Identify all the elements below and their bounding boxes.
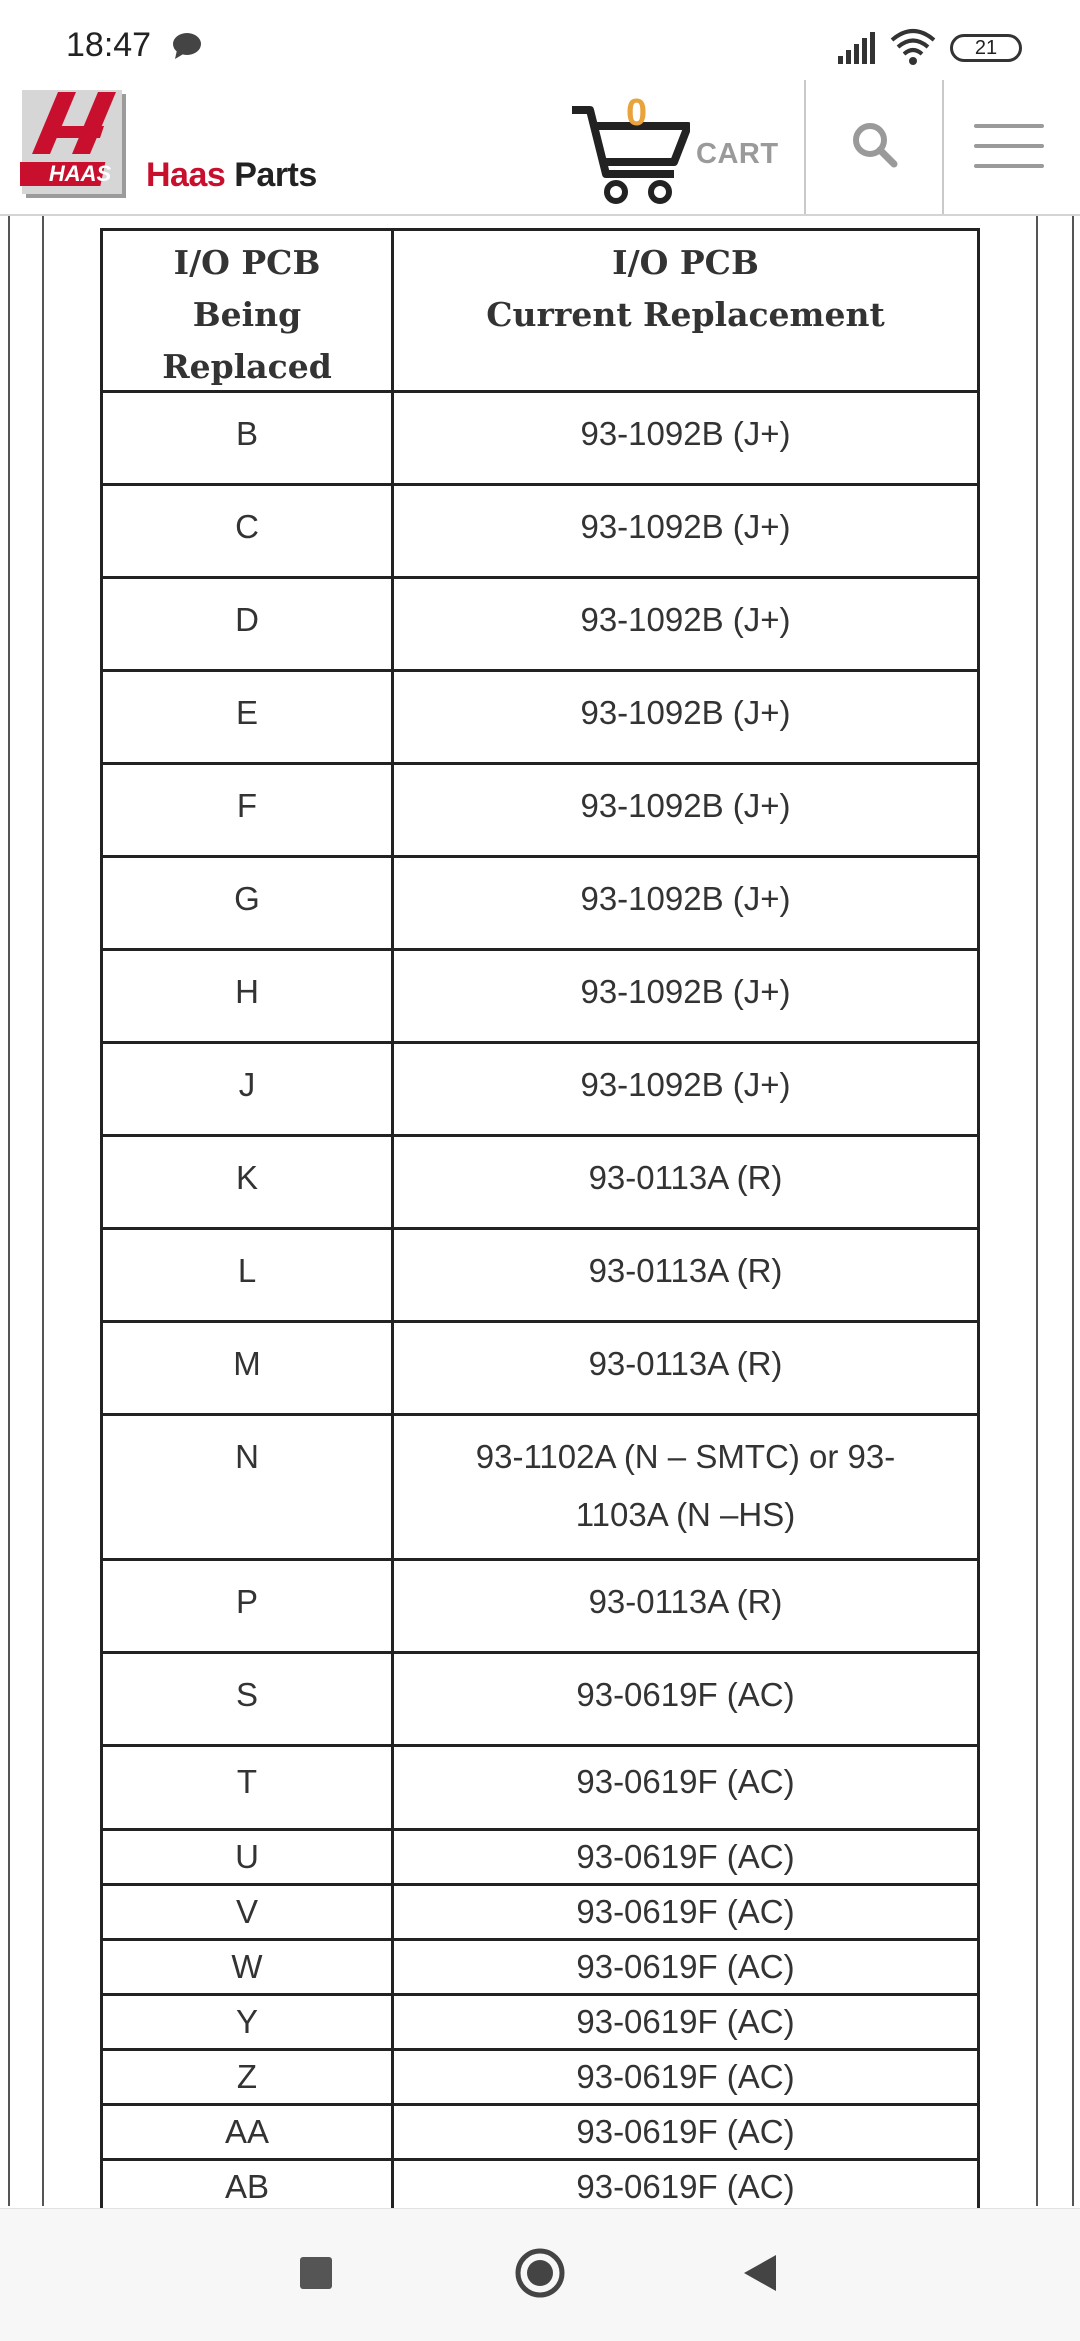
table-row <box>103 1886 980 1941</box>
table-row <box>103 1941 980 1996</box>
rev-cell: G <box>103 858 394 948</box>
nav-home-icon[interactable] <box>514 2247 566 2299</box>
table-row <box>103 1416 980 1561</box>
rev-cell: S <box>103 1654 394 1744</box>
table-row <box>103 1996 980 2051</box>
replacement-cell: 93-1102A (N – SMTC) or 93- 1103A (N –HS) <box>394 1416 980 1558</box>
rev-cell: K <box>103 1137 394 1227</box>
table-row <box>103 2106 980 2161</box>
replacement-cell: 93-0113A (R) <box>394 1230 980 1320</box>
rev-cell: D <box>103 579 394 669</box>
pcb-replacement-table <box>100 228 980 2216</box>
frame-line <box>1036 216 1038 2206</box>
table-row <box>103 486 980 579</box>
rev-cell: AB <box>103 2161 394 2213</box>
table-row <box>103 1044 980 1137</box>
rev-cell: T <box>103 1747 394 1828</box>
header-being-replaced: I/O PCB Being Replaced <box>103 231 394 390</box>
replacement-cell: 93-0113A (R) <box>394 1137 980 1227</box>
table-row <box>103 2051 980 2106</box>
replacement-cell: 93-0619F (AC) <box>394 1996 980 2048</box>
replacement-cell: 93-1092B (J+) <box>394 951 980 1041</box>
rev-cell: P <box>103 1561 394 1651</box>
nav-recents-icon[interactable] <box>300 2257 332 2289</box>
replacement-cell: 93-0113A (R) <box>394 1323 980 1413</box>
search-icon <box>850 120 900 170</box>
brand-haas: Haas <box>146 156 226 194</box>
frame-line <box>1072 216 1074 2206</box>
chat-icon <box>172 32 202 60</box>
rev-cell: C <box>103 486 394 576</box>
replacement-cell: 93-0619F (AC) <box>394 2051 980 2103</box>
table-row <box>103 1323 980 1416</box>
cart-count-badge: 0 <box>626 92 648 134</box>
rev-cell: M <box>103 1323 394 1413</box>
table-row <box>103 1561 980 1654</box>
replacement-cell: 93-0113A (R) <box>394 1561 980 1651</box>
brand-parts: Parts <box>225 156 317 194</box>
replacement-cell: 93-1092B (J+) <box>394 1044 980 1134</box>
table-row <box>103 951 980 1044</box>
replacement-cell: 93-0619F (AC) <box>394 1886 980 1938</box>
replacement-cell: 93-0619F (AC) <box>394 1941 980 1993</box>
replacement-cell: 93-1092B (J+) <box>394 672 980 762</box>
table-row <box>103 579 980 672</box>
table-row <box>103 1747 980 1831</box>
replacement-cell: 93-0619F (AC) <box>394 1831 980 1883</box>
replacement-cell: 93-0619F (AC) <box>394 2161 980 2213</box>
rev-cell: L <box>103 1230 394 1320</box>
svg-text:HAAS: HAAS <box>48 161 112 186</box>
table-row <box>103 765 980 858</box>
wifi-icon <box>890 28 936 66</box>
rev-cell: F <box>103 765 394 855</box>
rev-cell: E <box>103 672 394 762</box>
rev-cell: Y <box>103 1996 394 2048</box>
table-header-row <box>103 231 980 393</box>
rev-cell: Z <box>103 2051 394 2103</box>
haas-logo[interactable] <box>20 84 138 206</box>
status-time: 18:47 <box>66 26 152 64</box>
rev-cell: J <box>103 1044 394 1134</box>
frame-line <box>42 216 44 2206</box>
replacement-cell: 93-1092B (J+) <box>394 858 980 948</box>
table-row <box>103 1230 980 1323</box>
site-header <box>0 80 1080 216</box>
replacement-cell: 93-0619F (AC) <box>394 1747 980 1828</box>
frame-line <box>8 216 10 2206</box>
replacement-cell: 93-1092B (J+) <box>394 579 980 669</box>
table-row <box>103 1137 980 1230</box>
replacement-cell: 93-0619F (AC) <box>394 2106 980 2158</box>
replacement-cell: 93-1092B (J+) <box>394 486 980 576</box>
search-button[interactable] <box>806 80 942 214</box>
rev-cell: AA <box>103 2106 394 2158</box>
header-current-replacement: I/O PCB Current Replacement <box>394 231 980 390</box>
table-row <box>103 1831 980 1886</box>
signal-icon <box>836 30 878 64</box>
battery-indicator: 21 <box>950 34 1022 62</box>
status-bar <box>0 0 1080 80</box>
rev-cell: V <box>103 1886 394 1938</box>
rev-cell: H <box>103 951 394 1041</box>
cart-button[interactable] <box>570 88 800 206</box>
replacement-cell: 93-1092B (J+) <box>394 393 980 483</box>
table-row <box>103 393 980 486</box>
table-row <box>103 1654 980 1747</box>
table-row <box>103 858 980 951</box>
rev-cell: B <box>103 393 394 483</box>
cart-label: CART <box>696 138 779 170</box>
replacement-cell: 93-0619F (AC) <box>394 1654 980 1744</box>
system-nav-bar <box>0 2208 1080 2341</box>
brand-name[interactable] <box>146 156 317 195</box>
nav-back-icon[interactable] <box>740 2251 780 2295</box>
rev-cell: N <box>103 1416 394 1558</box>
rev-cell: U <box>103 1831 394 1883</box>
rev-cell: W <box>103 1941 394 1993</box>
menu-button[interactable] <box>944 80 1080 214</box>
replacement-cell: 93-1092B (J+) <box>394 765 980 855</box>
table-row <box>103 672 980 765</box>
